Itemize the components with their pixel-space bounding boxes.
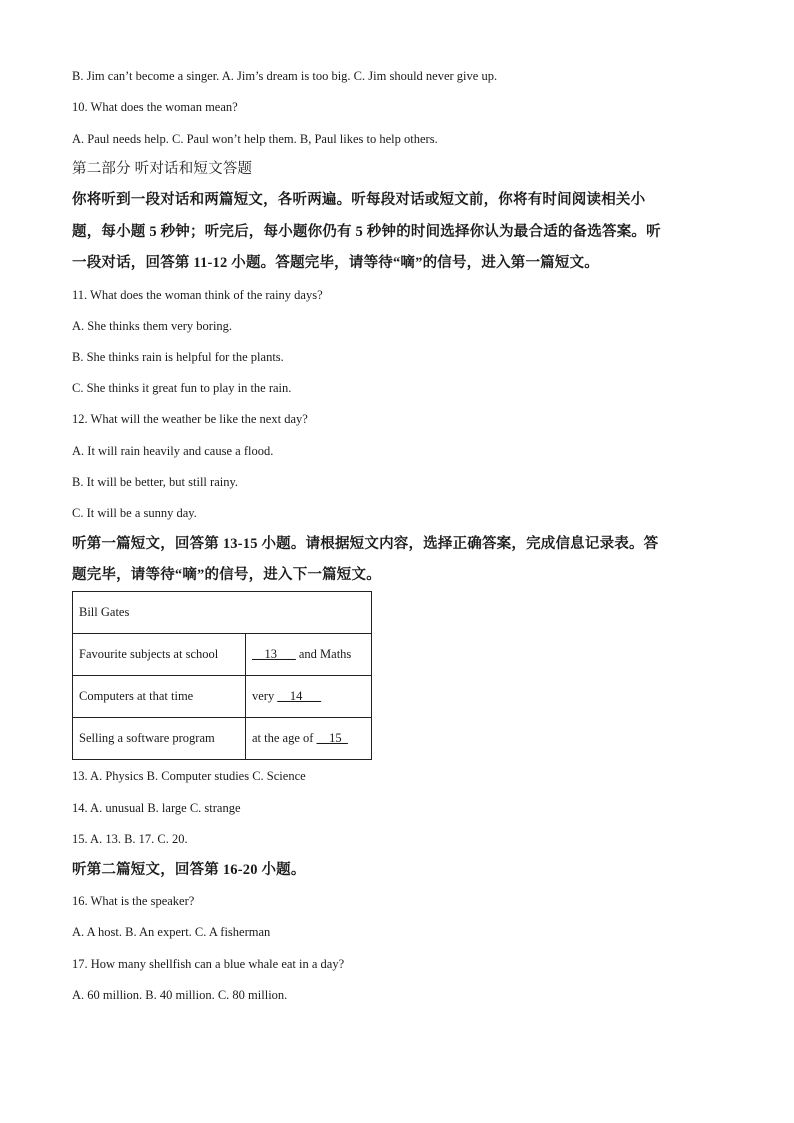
instruction-line-3: 一段对话，回答第 11-12 小题。答题完毕，请等待“嘀”的信号，进入第一篇短文。 bbox=[72, 255, 599, 271]
table-cell-label: Computers at that time bbox=[73, 676, 246, 718]
table-row bbox=[73, 634, 372, 676]
question-16: 16. What is the speaker? bbox=[72, 894, 195, 908]
instruction-line-2: 题，每小题 5 秒钟；听完后，每小题你仍有 5 秒钟的时间选择你认为最合适的备选答案。听 bbox=[72, 224, 661, 240]
section-2-heading: 第二部分 听对话和短文答题 bbox=[72, 161, 253, 177]
question-11-option-b: B. She thinks rain is helpful for the plants. bbox=[72, 350, 284, 364]
table-cell-text: at the age of bbox=[252, 731, 317, 745]
question-17-options: A. 60 million. B. 40 million. C. 80 million. bbox=[72, 988, 288, 1002]
question-17: 17. How many shellfish can a blue whale eat in a day? bbox=[72, 957, 345, 971]
table-cell-value bbox=[246, 676, 372, 718]
info-record-table bbox=[72, 591, 372, 760]
question-16-options: A. A host. B. An expert. C. A fisherman bbox=[72, 925, 271, 939]
table-row bbox=[73, 676, 372, 718]
question-15-options: 15. A. 13. B. 17. C. 20. bbox=[72, 832, 188, 846]
blank-15: __15_ bbox=[316, 731, 348, 745]
question-12-option-b: B. It will be better, but still rainy. bbox=[72, 475, 239, 489]
question-11: 11. What does the woman think of the rainy days? bbox=[72, 288, 323, 302]
table-cell-value bbox=[246, 634, 372, 676]
question-11-option-a: A. She thinks them very boring. bbox=[72, 319, 233, 333]
instruction-line-4: 听第一篇短文，回答第 13-15 小题。请根据短文内容，选择正确答案，完成信息记录表。答 bbox=[72, 536, 659, 552]
blank-14: __14___ bbox=[277, 689, 322, 703]
question-12-option-a: A. It will rain heavily and cause a flood. bbox=[72, 444, 274, 458]
question-10-options: A. Paul needs help. C. Paul won’t help them. B, Paul likes to help others. bbox=[72, 132, 438, 146]
question-13-options: 13. A. Physics B. Computer studies C. Science bbox=[72, 769, 306, 783]
line-q9-options: B. Jim can’t become a singer. A. Jim’s dream is too big. C. Jim should never give up. bbox=[72, 69, 498, 83]
table-title: Bill Gates bbox=[73, 592, 372, 634]
table-cell-text: and Maths bbox=[295, 647, 352, 661]
table-row bbox=[73, 592, 372, 634]
question-12-option-c: C. It will be a sunny day. bbox=[72, 506, 197, 520]
table-cell-label: Selling a software program bbox=[73, 718, 246, 760]
question-12: 12. What will the weather be like the next day? bbox=[72, 412, 308, 426]
table-row bbox=[73, 718, 372, 760]
question-10: 10. What does the woman mean? bbox=[72, 100, 238, 114]
table-cell-label: Favourite subjects at school bbox=[73, 634, 246, 676]
instruction-line-6: 听第二篇短文，回答第 16-20 小题。 bbox=[72, 862, 306, 878]
question-14-options: 14. A. unusual B. large C. strange bbox=[72, 801, 241, 815]
instruction-line-5: 题完毕，请等待“嘀”的信号，进入下一篇短文。 bbox=[72, 567, 381, 583]
blank-13: __13___ bbox=[252, 647, 296, 661]
instruction-line-1: 你将听到一段对话和两篇短文，各听两遍。听每段对话或短文前，你将有时间阅读相关小 bbox=[72, 192, 646, 208]
question-11-option-c: C. She thinks it great fun to play in the rain. bbox=[72, 381, 292, 395]
table-cell-value bbox=[246, 718, 372, 760]
table-cell-text: very bbox=[252, 689, 278, 703]
